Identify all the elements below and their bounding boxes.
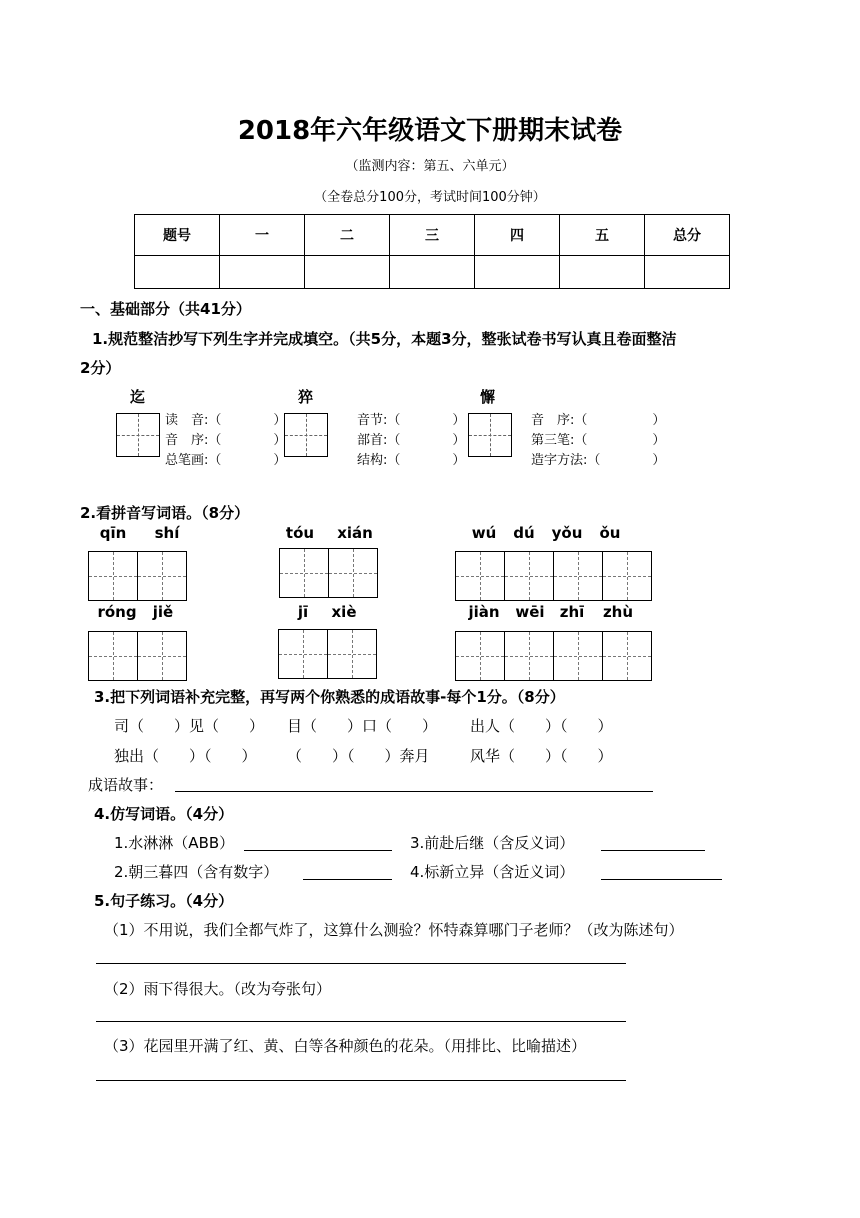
score-cell[interactable]	[645, 256, 730, 289]
pinyin-answer-grid[interactable]	[279, 548, 378, 598]
q1-fill-line: 读 音:（ ）	[165, 413, 287, 428]
q2-text: 2.看拼音写词语。（8分）	[80, 504, 250, 522]
answer-cell[interactable]	[279, 548, 329, 598]
answer-cell[interactable]	[553, 631, 603, 681]
idiom-blank: （ ）（ ）奔月	[287, 747, 430, 765]
q5-item: （3）花园里开满了红、黄、白等各种颜色的花朵。（用排比、比喻描述）	[104, 1037, 587, 1055]
score-header: 题号	[135, 215, 220, 256]
idiom-story-label: 成语故事：	[88, 776, 164, 794]
score-cell[interactable]	[560, 256, 645, 289]
q5-item: （2）雨下得很大。（改为夸张句）	[104, 980, 332, 998]
pinyin: qīn	[99, 524, 127, 542]
score-header: 四	[475, 215, 560, 256]
page-title: 2018年六年级语文下册期末试卷	[237, 116, 623, 146]
q1-char: 懈	[480, 388, 496, 406]
answer-cell[interactable]	[602, 551, 652, 601]
q3-text: 3.把下列词语补充完整，再写两个你熟悉的成语故事-每个1分。（8分）	[94, 688, 565, 706]
pinyin: ǒu	[599, 524, 621, 542]
q1-char: 迄	[130, 388, 146, 406]
q1-fill-line: 音 序:（ ）	[165, 433, 287, 448]
pinyin: wēi	[515, 603, 545, 621]
pinyin-answer-grid[interactable]	[278, 629, 377, 679]
q1-writing-box[interactable]	[468, 413, 512, 457]
pinyin: tóu	[285, 524, 315, 542]
idiom-blank: 独出（ ）（ ）	[114, 747, 257, 765]
subtitle-scope: （监测内容：第五、六单元）	[345, 159, 515, 174]
q1-text: 1.规范整洁抄写下列生字并完成填空。（共5分，本题3分，整张试卷书写认真且卷面整洁	[92, 330, 677, 348]
pinyin: shí	[154, 524, 180, 542]
score-cell[interactable]	[390, 256, 475, 289]
q1-writing-box[interactable]	[284, 413, 328, 457]
q4-answer-line[interactable]	[303, 879, 392, 880]
section1-heading: 一、基础部分（共41分）	[80, 300, 251, 318]
answer-cell[interactable]	[455, 631, 505, 681]
score-header: 总分	[645, 215, 730, 256]
pinyin: zhī	[559, 603, 585, 621]
score-cell[interactable]	[135, 256, 220, 289]
q5-answer-line[interactable]	[96, 1021, 626, 1022]
idiom-blank: 目（ ）口（ ）	[287, 717, 438, 735]
q1-fill-line: 总笔画:（ ）	[165, 453, 287, 468]
q4-text: 4.仿写词语。（4分）	[94, 805, 234, 823]
pinyin: dú	[513, 524, 535, 542]
answer-cell[interactable]	[328, 548, 378, 598]
score-header: 二	[305, 215, 390, 256]
pinyin: róng	[97, 603, 137, 621]
score-cell[interactable]	[475, 256, 560, 289]
pinyin: jī	[297, 603, 309, 621]
answer-cell[interactable]	[553, 551, 603, 601]
answer-cell[interactable]	[504, 551, 554, 601]
q1-text-cont: 2分）	[80, 359, 121, 377]
q1-fill-line: 造字方法:（ ）	[531, 453, 666, 468]
score-cell[interactable]	[220, 256, 305, 289]
q4-item: 1.水淋淋（ABB）	[114, 834, 235, 852]
pinyin: jiàn	[468, 603, 500, 621]
q5-answer-line[interactable]	[96, 1080, 626, 1081]
pinyin-answer-grid[interactable]	[455, 631, 652, 681]
answer-cell[interactable]	[504, 631, 554, 681]
q5-item: （1）不用说，我们全都气炸了，这算什么测验？怀特森算哪门子老师？（改为陈述句）	[104, 921, 684, 939]
pinyin-answer-grid[interactable]	[455, 551, 652, 601]
q4-answer-line[interactable]	[601, 850, 705, 851]
idiom-story-answer-line[interactable]	[175, 791, 653, 792]
pinyin: xiè	[331, 603, 357, 621]
answer-cell[interactable]	[327, 629, 377, 679]
pinyin: xián	[337, 524, 373, 542]
q4-item: 3.前赴后继（含反义词）	[410, 834, 575, 852]
answer-cell[interactable]	[88, 631, 138, 681]
pinyin-answer-grid[interactable]	[88, 631, 187, 681]
q1-fill-line: 第三笔:（ ）	[531, 433, 666, 448]
q1-fill-line: 结构:（ ）	[357, 453, 466, 468]
answer-cell[interactable]	[278, 629, 328, 679]
score-table	[134, 214, 730, 289]
answer-cell[interactable]	[88, 551, 138, 601]
q5-answer-line[interactable]	[96, 963, 626, 964]
score-header: 三	[390, 215, 475, 256]
idiom-blank: 司（ ）见（ ）	[114, 717, 265, 735]
idiom-blank: 风华（ ）（ ）	[470, 747, 613, 765]
q4-item: 4.标新立异（含近义词）	[410, 863, 575, 881]
q4-answer-line[interactable]	[601, 879, 722, 880]
answer-cell[interactable]	[137, 631, 187, 681]
answer-cell[interactable]	[137, 551, 187, 601]
q5-text: 5.句子练习。（4分）	[94, 892, 234, 910]
q1-char: 猝	[298, 388, 314, 406]
score-cell[interactable]	[305, 256, 390, 289]
q4-item: 2.朝三暮四（含有数字）	[114, 863, 279, 881]
q1-fill-line: 部首:（ ）	[357, 433, 466, 448]
pinyin: yǒu	[551, 524, 583, 542]
pinyin-answer-grid[interactable]	[88, 551, 187, 601]
subtitle-score-time: （全卷总分100分，考试时间100分钟）	[314, 190, 546, 205]
score-header: 一	[220, 215, 305, 256]
pinyin: jiě	[152, 603, 174, 621]
q1-writing-box[interactable]	[116, 413, 160, 457]
pinyin: zhù	[602, 603, 634, 621]
score-header: 五	[560, 215, 645, 256]
answer-cell[interactable]	[455, 551, 505, 601]
answer-cell[interactable]	[602, 631, 652, 681]
q1-fill-line: 音 序:（ ）	[531, 413, 666, 428]
idiom-blank: 出人（ ）（ ）	[470, 717, 613, 735]
q4-answer-line[interactable]	[244, 850, 392, 851]
q1-fill-line: 音节:（ ）	[357, 413, 466, 428]
pinyin: wú	[471, 524, 497, 542]
